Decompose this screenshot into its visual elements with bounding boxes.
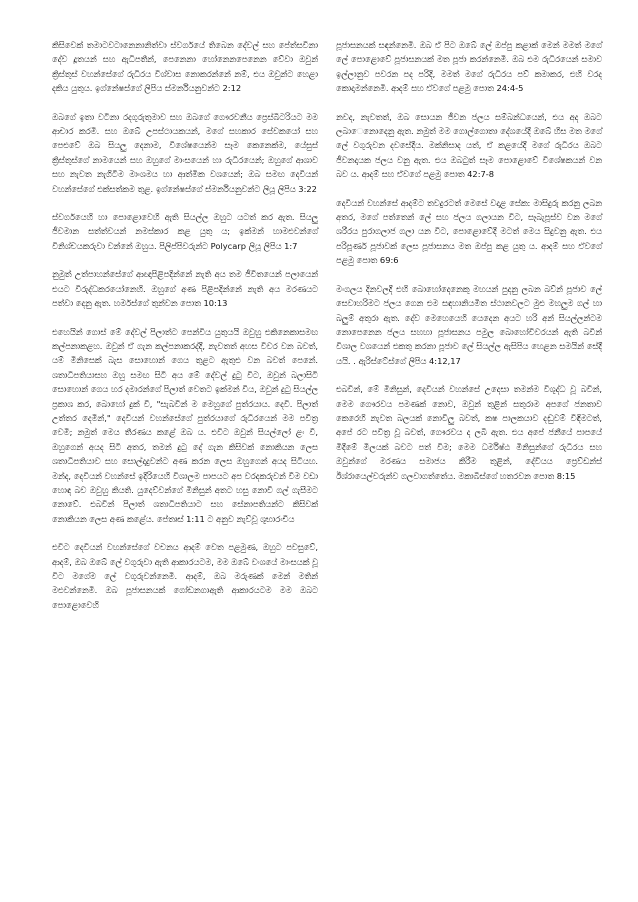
paragraph-text: එබවින්, මේ මිනිසුන්, දෙවියන් වහන්සේ උදෙසා තමන්ම විශුද්ධ වූ බවින්, මෙම ගෞරවය පමණක් නොව, ඔවුන් තුළින් සතුරාම අපගේ ජනතාව කෙරෙහි නැවත බලයක් නොවීලු බවත්, කෂ පාලකයාව දඬුවම් විඳිමටත්, අපේ රට පවිත්‍ර වූ බවත්, ගෞරවය ද ලබී ඇත. එය අපේ ජනීයේ පාපයේ මිදීමේ මිලයක් බවට පත් විම; මෙම ධර්මිෂ්ඨ මිනිසුන්ගේ රුධිරය සහ ඔවුන්ගේ මරණය සමාජය කිරීම තුළින්, දේවියය ප්‍රෙව්ඩන්ස් ඊශ්රායෙල්වරුන්ව ගලවාගත්තේය.: [336, 384, 602, 481]
citation: ස්මර්නියනුවන්ට 2:12: [164, 83, 242, 94]
paragraph-text: ඔබගේ ඉතා වටිනා රදගුරුතුමාව සහ ඔබගේ ගෞරවනීය ප්‍රෙස්බිටරියට මම ආචාර කරමි. සහ ඔබේ උපස්ථායකයන්, මගේ සහකාර සේවකයෝ සහ පෙළුවේ ඔබ සියලු දෙනාම, විශේෂයෙන්ම සෑම කෙනෙක්ම, යේසුස් ක්‍රිස්තුස්ගේ නාමයෙන් සහ ඔහුගේ මාංසයෙන් හා රුධිරයෙන්; ඔහුගේ ආශාව සහ නැවත නැගිටීම මාංශමය හා ආත්මික වශයෙන්; ඔබ සමඟ දෙවියන් වහන්සේගේ එක්සත්කම තුළ.: [52, 111, 318, 194]
citation: ආදම් සහ ඒවගේ පළමු පොත 42:7-8: [361, 169, 495, 180]
left-column: [52, 38, 318, 626]
paragraph-text: එවිට දෙවියන් වහන්සේගේ වචනය ආදම් වෙත පළමුණ, ඔහුට පවසුවේ, ආදම්, ඔබ ඔබේ ලේ වගුරුවා ඇති ආකාරයටම, මම ඔබේ වංශයේ මාංසයක් වූ විට මගේම ලේ වගුරුවන්නෙමි. ආදම්, ඔබ මරුණක් මෙන් මතින් මළුවන්නෙමි. ඔබ පූජාසනයක් ගෝඩනගාඇති ආකාරයටම මම ඔබට පොළොවෙහි: [52, 542, 318, 610]
paragraph-text: ස්වර්ගයෙහි හා පොළොවෙහි ඇති සියල්ල ඔහුට යටත් කර ඇත. සියලු ජීවමාන සත්ත්වයන් නමස්කාර කළ යුතු ය; ඉක්මන් හාමළුවන්ගේ විනිශ්චයකරුවා වන්නේ ඔහුය.: [52, 212, 318, 251]
citation: ආදම් සහ ඒවගේ පළමු පොත 69:6: [336, 240, 602, 266]
paragraph-text: නුමුත් උත්පාහන්සේගේ ආඥාපිළිපදින්නේ නැති අය තම ජීවිතයෙන් පලායෙන් එයට විරුද්ධකරයෝනෙහි. ඔහුගේ අණ පිළිපදින්නේ නැති අය මරණයට පත්වා දෙනු ඇත.: [52, 269, 318, 309]
citation: ඒවගේ පළමු පොත 24:4-5: [426, 83, 524, 94]
paragraph-6: [52, 540, 318, 612]
paragraph-7: [336, 38, 602, 96]
right-column: [336, 38, 602, 626]
paragraph-3: [52, 210, 318, 253]
paragraph-text: කිසිවෙක් තමාටවටානෙනානිත්වා ස්වර්ගයේ තිබෙන දේවල් සහ පේත්සවිනා දේව දූතයන් සහ ඇධිපතීන්, පෙනෙනා හෝනෙනපෙනෙන වේවා ඔවුන් ක්‍රිස්තුස් වහන්සේගේ රුධිරය විශ්වාස නොකරන්නේ නම්, එය ඔවුන්ට හෙළා දකිය යුතුය. ඉග්නේෂස්ගේ ලිපිය: [52, 40, 318, 94]
paragraph-10: [336, 282, 602, 368]
paragraph-text: පූජාසනයක් සඳන්නෙමි. ඔබ ඒ පිට ඔබේ ලේ ඔප්පු කළාක් මෙන් මමත් මගේ ලේ පොළොවේ පූජාසනයක් මත පූජා කරන්නෙමි. ඔබ එම රුධිරයෙන් සමාව ඉල්ලානුව පවරන පද පරිදි, මමත් මගේ රුධිරය පව් කමාකර, එහි වරද කොදාමන්නෙමි. ආදම් සහ: [336, 40, 602, 94]
citation: හර්මස්ගේ තුන්වන පොත 10:13: [113, 298, 228, 309]
paragraph-5: [52, 325, 318, 527]
two-column-layout: [52, 38, 602, 626]
paragraph-9: [336, 196, 602, 268]
citation: ඇරිස්ටේස්ගේ ලිපිය 4:12,17: [358, 355, 461, 366]
paragraph-2: [52, 110, 318, 196]
citation: මකාබීස්ගේ හතරවන පොත 8:15: [458, 470, 576, 481]
paragraph-11: [336, 382, 602, 483]
paragraph-text: එහෙයින් ගොස් මේ දේවල් පිලාත්ට පෙන්විය යුතුයයි ඔවුහු එකිනෙකාසමඟ කල්පනාකළහ. ඔවුන් ඒ ගැන කල්පනාකරද්දී, නැවතත් අහස විවර වන බවත්, යම් මිනිසෙක් බැස සොහොන් ගෙය තුළට ඇතුළු වන බවත් පෙනේ. ශතාධිපතියාසහ ඔහු සමඟ සිටි අය මේ දේවල් දුටු විට, ඔවුන් බලාසිටි සොහොන් ගෙය හර දමාරන්ගේ පිලාත් වෙතට ඉක්මන් විය, ඔවුන් දුටු සියල්ල ප්‍රකාශ කර, බොහෝ දුක් වී, "සැබවින් ම මෙහුගේ පුත්රයාය. දෙවි. පිලාත් උත්තර දෙමින්," දෙවියන් වහන්සේගේ පුත්රයාගේ රුධිරයෙන් මම පවිත්‍ර වෙමි; නමුත් මෙය තීරණය කළේ ඔබ ය. එවිට ඔවුන් සියල්ලෝ ළං වී, ඔහුගෙන් අයද සිටි අතර, තමන් දුටු දේ ගැන කිසිවක් නොකියන ලෙස ශතාධිපතියාව සහ සොල්දාදුවන්ට අණ කරන ලෙස ඔහුගෙන් අයද සිටියහ. මන්ද, දෙවියන් වහන්සේ ඉදිරියෙහි විශාලම පාපයට අප වරදකරුවන් වීම වඩා හොඳ බව ඔවුහු කියති. යුදෙව්වන්ගේ මිනිසුන් අතට හසු නොවී ගල් ගැසීමට නොවේ. එබවින් පිලාත් ශතාධිපතියාට සහ සේනාපතියන්ට කිසිවක් නොකියන ලෙස අණ කළේය.: [52, 326, 318, 524]
citation: පිලිප්පිවරුන්ට Polycarp ලියූ ලිපිය 1:7: [159, 240, 298, 251]
citation: ඉග්නේෂස්ගේ ස්මර්නියනුවන්ට ලියූ ලිපිය 3:22: [155, 183, 317, 194]
paragraph-text: දෙවියන් වහන්සේ ආදම්ට තවදුරටත් මෙසේ වදාළ සේක: මාසිදුරු කරනු ලබන අතර, මගේ පත්තෙන් ලේ සහ ජලය ගලායන විට, සෑබැපූස්ව වන මගේ ශරීරය පුරාගලාජ ගලා යන විට, පොළොවේදී මටත් මෙය සිදුවනු ඇත. එය පරිපූර්ණ පූජාවක් ලෙස පූජාසනය මත ඔප්පු කළ යුතු ය.: [336, 197, 602, 251]
paragraph-8: [336, 110, 602, 182]
paragraph-1: [52, 38, 318, 96]
paragraph-4: [52, 267, 318, 310]
paragraph-text: නවද, නැවතත්, ඔබ සොයන ජීවන ජලය සම්බන්ධයෙන්, එය අද ඔබට ලබාෙනොදෙනු ඇත. නමුත් මම ගොල්ගොතා දේශයේදී ඔබේ හිස මත මගේ ලේ වගුරුවන දවසේදීය. මක්නිසාද යත්, ඒ කළයේදී මගේ රුධිරය ඔබට ජීවනදායක ජලය වනු ඇත. එය ඔබටුත් සෑම පොළොවේ විශේෂකයන් වන බව ය.: [336, 111, 602, 180]
citation: පේතෘස් 1:11 ට අනුව නැව්වූ ශුභාරංචිය: [156, 513, 295, 524]
paragraph-text: මංගලය දිනවලදී එහි බොහෝදෙනෙකු මහයන් පුදනු ලබන බව්න් පූජාව ලේ සෙවාහරිමට ජලය ගෙන එම සඳහානියමිත ස්ථානවලට මුළු මහලුම ගල් හා බලුම් අතුරා ඇත. දේව මෙහෙයෙහි යෙදෙන අයට හරි අන් සියල්ලන්ටම නොපෙනෙන ජලය සහහා පූජාසනය පමුල බොහෝවිවරයන් ඇති බවින් විශාල වශයෙන් එකතු කරනා පූජාව ලේ සියල්ල ඇසිපිය හෙළන සමයින් සේදී යයි. .: [336, 283, 602, 366]
